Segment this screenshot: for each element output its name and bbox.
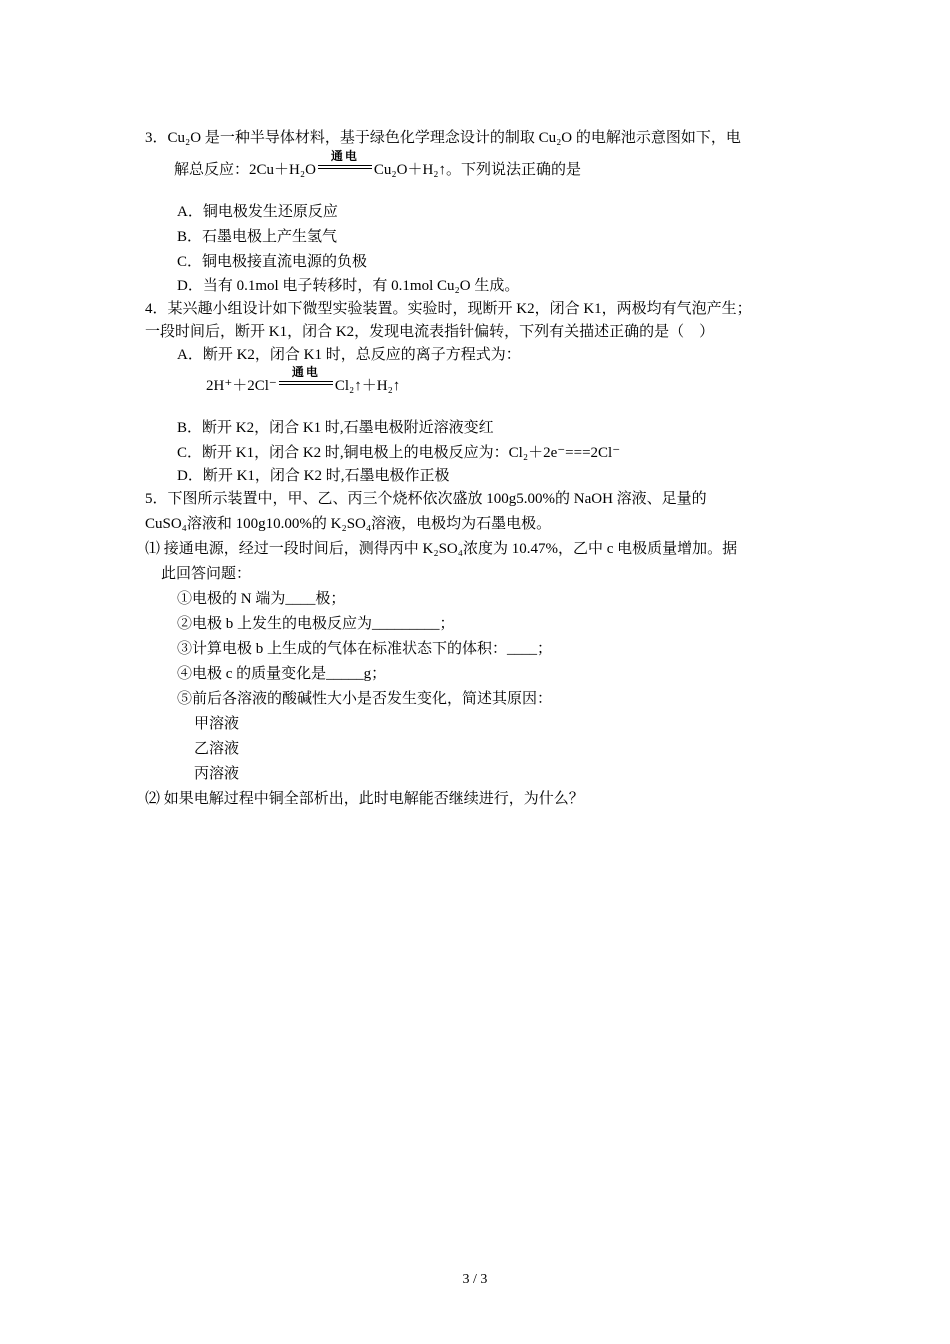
q5-solution-jia: 甲溶液 (194, 716, 240, 732)
q3-equation-products: Cu₂O＋H₂↑。下列说法正确的是 (373, 162, 582, 178)
reaction-arrow-icon (279, 365, 333, 388)
q5-subquestion-1: ①电极的 N 端为____极； (177, 591, 346, 607)
q4-arrow-condition: 通电 (291, 365, 320, 379)
q4-stem-line1: 4．某兴趣小组设计如下微型实验装置。实验时，现断开 K2，闭合 K1，两极均有气泡产生； (145, 301, 752, 317)
q4-option-c: C．断开 K1，闭合 K2 时,铜电极上的电极反应为：Cl₂＋2e⁻===2Cl⁻ (177, 445, 621, 461)
q5-subquestion-5: ⑤前后各溶液的酸碱性大小是否发生变化，简述其原因： (177, 691, 553, 707)
q5-stem-line1: 5．下图所示装置中，甲、乙、丙三个烧杯依次盛放 100g5.00%的 NaOH 溶液、足量的 (145, 491, 707, 507)
q5-subquestion-2: ②电极 b 上发生的电极反应为_________； (177, 616, 455, 632)
page-number: 3 / 3 (462, 1272, 488, 1287)
q3-stem-line1: 3．Cu₂O 是一种半导体材料，基于绿色化学理念设计的制取 Cu₂O 的电解池示意图如下，电 (145, 130, 741, 146)
q4-equation-reactants: 2H⁺＋2Cl⁻ (206, 378, 277, 394)
q5-part2: ⑵ 如果电解过程中铜全部析出，此时电解能否继续进行，为什么？ (145, 791, 584, 807)
q5-subquestion-3: ③计算电极 b 上生成的气体在标准状态下的体积：____； (177, 641, 553, 657)
q5-subquestion-4: ④电极 c 的质量变化是_____g； (177, 666, 387, 682)
q3-option-b: B．石墨电极上产生氢气 (177, 229, 338, 245)
q5-stem-line2: CuSO₄溶液和 100g10.00%的 K₂SO₄溶液，电极均为石墨电极。 (145, 516, 552, 532)
q3-option-c: C．铜电极接直流电源的负极 (177, 254, 368, 270)
q3-equation-reactants: 解总反应：2Cu＋H₂O (174, 162, 316, 178)
q4-equation (206, 365, 401, 396)
q3-equation (174, 149, 582, 180)
q4-stem-line2: 一段时间后，断开 K1，闭合 K2，发现电流表指针偏转，下列有关描述正确的是（ ） (145, 324, 715, 340)
q4-option-d: D．断开 K1，闭合 K2 时,石墨电极作正极 (177, 468, 450, 484)
q4-option-b: B．断开 K2，闭合 K1 时,石墨电极附近溶液变红 (177, 420, 494, 436)
q4-equation-products: Cl₂↑＋H₂↑ (334, 378, 401, 394)
q5-part1-line2: 此回答问题： (161, 566, 252, 582)
reaction-arrow-icon (318, 149, 372, 172)
q4-option-a: A．断开 K2，闭合 K1 时，总反应的离子方程式为： (177, 347, 521, 363)
q3-option-d: D．当有 0.1mol 电子转移时，有 0.1mol Cu₂O 生成。 (177, 278, 520, 294)
q5-solution-bing: 丙溶液 (194, 766, 240, 782)
q5-part1-line1: ⑴ 接通电源，经过一段时间后，测得丙中 K₂SO₄浓度为 10.47%，乙中 c 电极质量增加。据 (145, 541, 738, 557)
q3-option-a: A．铜电极发生还原反应 (177, 204, 338, 220)
q5-solution-yi: 乙溶液 (194, 741, 240, 757)
q3-arrow-condition: 通电 (330, 149, 359, 163)
